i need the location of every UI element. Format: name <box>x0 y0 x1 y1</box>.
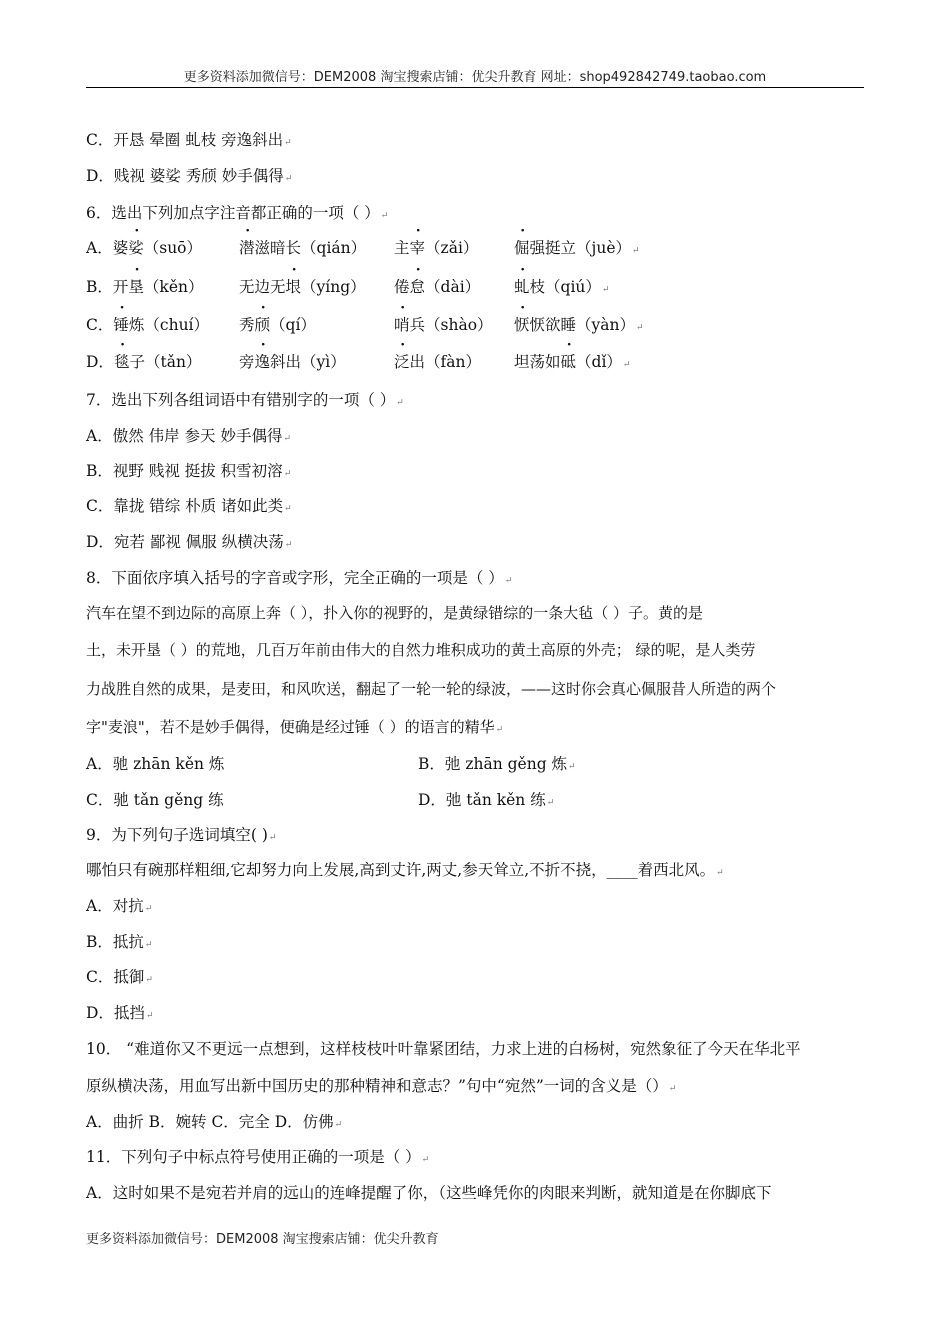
dotted-character: 潜 <box>239 239 255 257</box>
dotted-character: 怠 <box>409 278 426 296</box>
word-part: 兵 <box>409 316 426 334</box>
pinyin: （dǐ） <box>576 353 622 371</box>
passage-line: 汽车在望不到边际的高原上奔（ ），扑入你的视野的，是黄绿错综的一条大毡（ ）子。黄的是 <box>86 604 704 622</box>
option-c-prev: C．开恳 晕圈 虬枝 旁逸斜出↵ <box>86 131 292 149</box>
q6-option-item <box>514 236 640 258</box>
word-part: 旁 <box>239 353 255 371</box>
question-8-option-b: B．弛 zhān gěng 炼↵ <box>418 755 576 773</box>
q6-option-item <box>239 275 366 297</box>
question-7-option-a: A．傲然 伟岸 参天 妙手偶得↵ <box>86 427 292 445</box>
pinyin: （chuí） <box>144 316 210 334</box>
question-7-option-d: D．宛若 鄙视 佩服 纵横决荡↵ <box>86 533 293 551</box>
option-d-prev: D．贱视 婆娑 秀颀 妙手偶得↵ <box>86 167 293 185</box>
dotted-character: 垠 <box>285 278 302 296</box>
dotted-character: 颀 <box>254 316 271 334</box>
paragraph-mark-icon: ↵ <box>636 323 644 333</box>
passage-line: 力战胜自然的成果，是麦田，和风吹送，翻起了一轮一轮的绿波，——这时你会真心佩服昔人所造的两个 <box>86 680 777 698</box>
pinyin: （yì） <box>301 353 346 371</box>
question-11-option-a: A．这时如果不是宛若并肩的远山的连峰提醒了你，（这些峰凭你的肉眼来判断，就知道是在你脚底下 <box>86 1184 772 1202</box>
question-7-option-b: B．视野 贱视 挺拔 积雪初溶↵ <box>86 462 292 480</box>
question-9: 9．为下列句子选词填空( )↵ <box>86 826 277 844</box>
header-divider <box>86 87 864 88</box>
q6-option-label: A． <box>86 239 113 257</box>
word-part: 主 <box>394 239 410 257</box>
dotted-character: 虬 <box>514 278 530 296</box>
question-8-option-d: D．弛 tǎn kěn 练↵ <box>418 791 555 809</box>
pinyin: （qiú） <box>545 278 601 296</box>
question-9-option-d: D．抵挡↵ <box>86 1004 154 1022</box>
q6-option-item <box>239 236 366 258</box>
question-9-option-c: C．抵御↵ <box>86 968 153 986</box>
pinyin: （suō） <box>143 239 203 257</box>
question-9-sentence: 哪怕只有碗那样粗细,它却努力向上发展,高到丈许,两丈,参天耸立,不折不挠，____着西北风。↵ <box>86 861 724 879</box>
q6-option-item <box>86 350 201 372</box>
question-9-option-a: A．对抗↵ <box>86 897 153 915</box>
dotted-character: 逸 <box>254 353 271 371</box>
question-6: 6．选出下列加点字注音都正确的一项（ ）↵ <box>86 204 389 222</box>
paragraph-mark-icon: ↵ <box>622 360 631 370</box>
pinyin: （zǎi） <box>425 239 479 257</box>
dotted-character: 宰 <box>409 239 426 257</box>
word-part: 无边无 <box>239 278 286 296</box>
dotted-character: 锤 <box>113 316 129 334</box>
q6-option-item <box>514 313 644 335</box>
dotted-character: 垦 <box>128 278 144 296</box>
word-part: 炼 <box>128 316 145 334</box>
q6-option-label: D． <box>86 353 114 371</box>
question-10-cont: 原纵横决荡，用血写出新中国历史的那种精神和意志？”句中“宛然”一词的含义是（）↵ <box>86 1077 677 1095</box>
q6-option-item <box>86 313 209 335</box>
word-part: 婆 <box>112 239 129 257</box>
word-part: 出 <box>409 353 426 371</box>
page-header: 更多资料添加微信号：DEM2008 淘宝搜索店铺：优尖升教育 网址：shop492842749.taobao.com <box>183 70 767 85</box>
word-part: 斜出 <box>270 353 302 371</box>
passage-line: 土，未开垦（ ）的荒地，几百万年前由伟大的自然力堆积成功的黄土高原的外壳； 绿的呢，是人类劳 <box>86 641 756 659</box>
q6-option-item <box>394 350 481 372</box>
page-footer: 更多资料添加微信号：DEM2008 淘宝搜索店铺：优尖升教育 <box>86 1232 439 1247</box>
question-8: 8．下面依序填入括号的字音或字形，完全正确的一项是（ ）↵ <box>86 569 513 587</box>
pinyin: （qí） <box>270 316 316 334</box>
q6-option-item <box>86 236 202 258</box>
question-7: 7．选出下列各组词语中有错别字的一项（ ）↵ <box>86 391 404 409</box>
question-11: 11．下列句子中标点符号使用正确的一项是（ ）↵ <box>86 1148 430 1166</box>
q6-option-item <box>394 313 493 335</box>
pinyin: （fàn） <box>425 353 481 371</box>
dotted-character: 娑 <box>128 239 144 257</box>
q6-option-item <box>514 350 630 372</box>
word-part: 强挺立 <box>529 239 577 257</box>
dotted-character: 哨 <box>394 316 410 334</box>
dotted-character: 毯 <box>113 353 130 371</box>
q6-option-item <box>394 275 480 297</box>
paragraph-mark-icon: ↵ <box>632 246 640 256</box>
paragraph-mark-icon: ↵ <box>601 285 610 295</box>
word-part: 子 <box>129 353 145 371</box>
word-part: 倦 <box>394 278 410 296</box>
q6-option-item <box>239 350 346 372</box>
pinyin: （shào） <box>425 316 493 334</box>
dotted-character: 砥 <box>560 353 577 371</box>
pinyin: （tǎn） <box>144 353 202 371</box>
word-part: 开 <box>112 278 129 296</box>
pinyin: （yàn） <box>576 316 636 334</box>
dotted-character: 倔 <box>514 239 530 257</box>
q6-option-item <box>239 313 316 335</box>
question-10: 10． “难道你又不更远一点想到，这样枝枝叶叶靠紧团结，力求上进的白杨树，宛然象征了今天在华北平 <box>86 1040 801 1058</box>
word-part: 枝 <box>529 278 546 296</box>
passage-line: 字"麦浪"，若不是妙手偶得，便确是经过锤（ ）的语言的精华↵ <box>86 718 504 736</box>
pinyin: （yíng） <box>301 278 366 296</box>
q6-option-label: B． <box>86 278 113 296</box>
word-part: 坦荡如 <box>514 353 561 371</box>
question-7-option-c: C．靠拢 错综 朴质 诸如此类↵ <box>86 497 292 515</box>
pinyin: （juè） <box>576 239 631 257</box>
pinyin: （qián） <box>301 239 367 257</box>
q6-option-item <box>86 275 203 297</box>
word-part: 秀 <box>239 316 255 334</box>
pinyin: （dài） <box>425 278 481 296</box>
q6-option-label: C． <box>86 316 114 334</box>
question-8-option-c: C．驰 tǎn gěng 练 <box>86 791 224 809</box>
dotted-character: 恹 <box>514 316 530 334</box>
dotted-character: 泛 <box>394 353 410 371</box>
q6-option-item <box>394 236 478 258</box>
pinyin: （kěn） <box>143 278 204 296</box>
q6-option-item <box>514 275 609 297</box>
word-part: 滋暗长 <box>254 239 302 257</box>
question-10-options: A．曲折 B．婉转 C．完全 D．仿佛↵ <box>86 1113 343 1131</box>
question-8-option-a: A．驰 zhān kěn 炼 <box>86 755 225 773</box>
word-part: 恹欲睡 <box>529 316 577 334</box>
question-9-option-b: B．抵抗↵ <box>86 933 153 951</box>
